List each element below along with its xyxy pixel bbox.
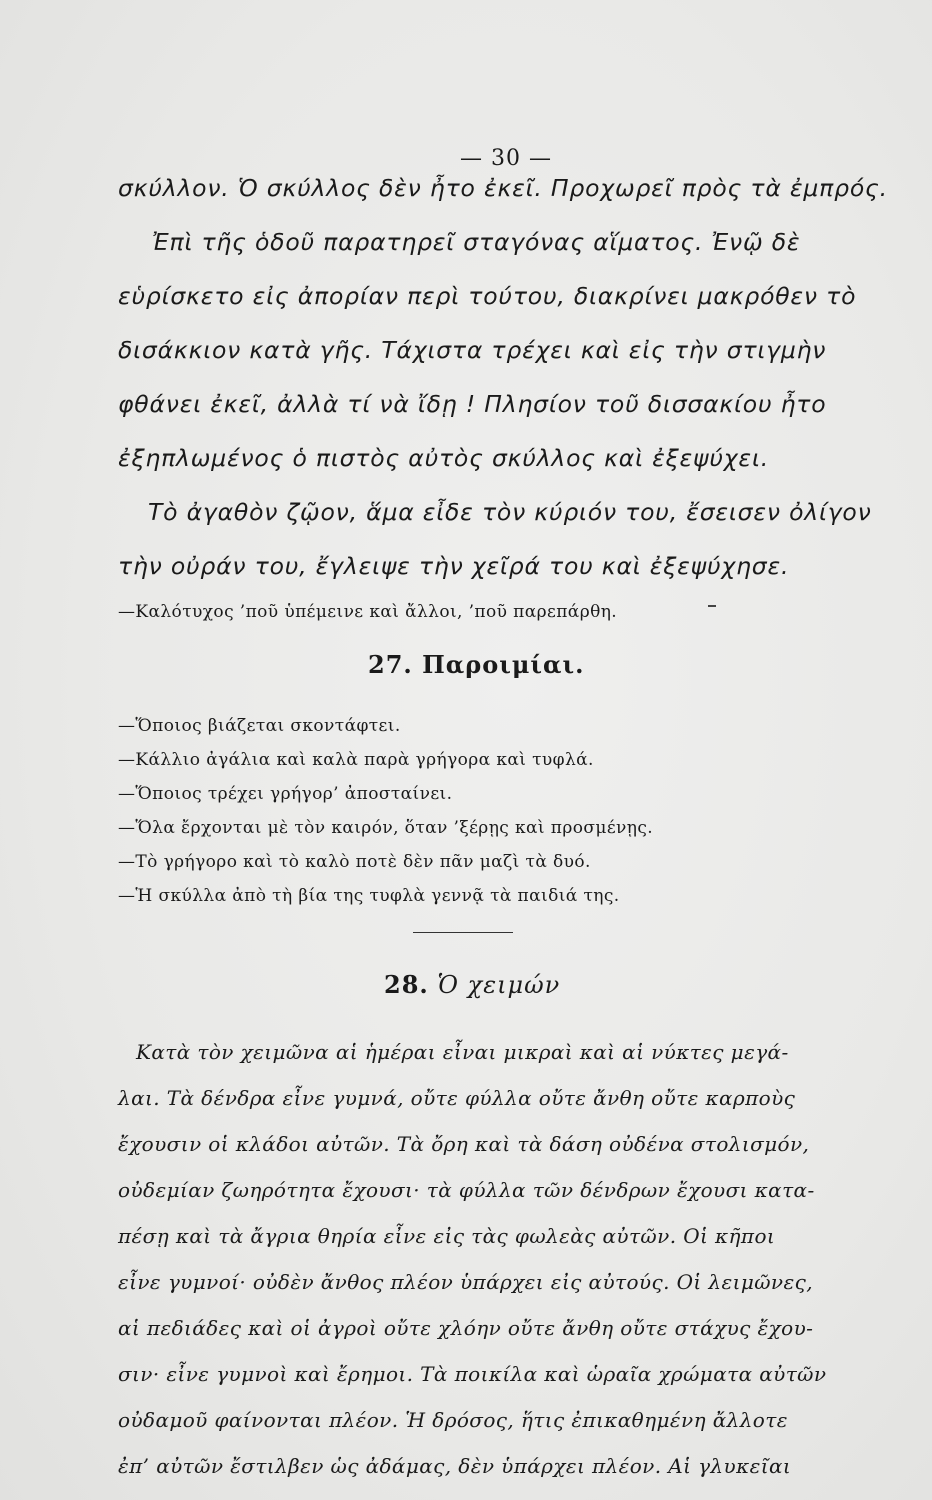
- section-27-heading: [368, 650, 584, 679]
- proverb: —Ἡ σκύλλα ἀπὸ τὴ βία της τυφλὰ γεννᾷ τὰ παιδιά της.: [118, 886, 620, 906]
- proverb: —Κάλλιο ἀγάλια καὶ καλὰ παρὰ γρήγορα καὶ τυφλά.: [118, 750, 594, 770]
- winter-line: ἔχουσιν οἱ κλάδοι αὐτῶν. Τὰ ὄρη καὶ τὰ δάση οὐδένα στολισμόν,: [118, 1132, 810, 1156]
- winter-line: λαι. Τὰ δένδρα εἶνε γυμνά, οὔτε φύλλα οὔτε ἄνθη οὔτε καρποὺς: [118, 1086, 796, 1110]
- winter-line: Κατὰ τὸν χειμῶνα αἱ ἡμέραι εἶναι μικραὶ καὶ αἱ νύκτες μεγά-: [136, 1040, 789, 1064]
- winter-line: πέσῃ καὶ τὰ ἄγρια θηρία εἶνε εἰς τὰς φωλεὰς αὐτῶν. Οἱ κῆποι: [118, 1224, 776, 1248]
- story-line: τὴν οὐράν του, ἔγλειψε τὴν χεῖρά του καὶ ἐξεψύχησε.: [118, 552, 790, 580]
- proverb: —Ὅλα ἔρχονται μὲ τὸν καιρόν, ὅταν ’ξέρῃς καὶ προσμένῃς.: [118, 818, 654, 838]
- proverb: —Ὅποιος τρέχει γρήγορ’ ἀποσταίνει.: [118, 784, 453, 804]
- story-line: ἐξηπλωμένος ὁ πιστὸς αὐτὸς σκύλλος καὶ ἐξεψύχει.: [118, 444, 769, 472]
- section-divider: [413, 932, 513, 933]
- proverb: —Τὸ γρήγορο καὶ τὸ καλὸ ποτὲ δὲν πᾶν μαζὶ τὰ δυό.: [118, 852, 591, 872]
- story-line: Τὸ ἀγαθὸν ζῷον, ἅμα εἶδε τὸν κύριόν του, ἔσεισεν ὀλίγον: [148, 498, 872, 526]
- story-line: δισάκκιον κατὰ γῆς. Τάχιστα τρέχει καὶ εἰς τὴν στιγμὴν: [118, 336, 827, 364]
- winter-line: σιν· εἶνε γυμνοὶ καὶ ἔρημοι. Τὰ ποικίλα καὶ ὡραῖα χρώματα αὐτῶν: [118, 1362, 827, 1386]
- moral-line: —Καλότυχος ’ποῦ ὑπέμεινε καὶ ἄλλοι, ’ποῦ παρεπάρθη.: [118, 602, 618, 622]
- winter-line: ἐπ’ αὐτῶν ἔστιλβεν ὡς ἀδάμας, δὲν ὑπάρχει πλέον. Αἱ γλυκεῖαι: [118, 1454, 792, 1478]
- winter-line: οὐδαμοῦ φαίνονται πλέον. Ἡ δρόσος, ἥτις ἐπικαθημένη ἄλλοτε: [118, 1408, 788, 1432]
- winter-line: αἱ πεδιάδες καὶ οἱ ἀγροὶ οὔτε χλόην οὔτε ἄνθη οὔτε στάχυς ἔχου-: [118, 1316, 814, 1340]
- winter-line: εἶνε γυμνοί· οὐδὲν ἄνθος πλέον ὑπάρχει εἰς αὐτούς. Οἱ λειμῶνες,: [118, 1270, 813, 1294]
- section-28-number: 28.: [384, 970, 429, 999]
- story-line: Ἐπὶ τῆς ὁδοῦ παρατηρεῖ σταγόνας αἵματος. Ἐνῷ δὲ: [152, 228, 801, 256]
- proverb: —Ὅποιος βιάζεται σκοντάφτει.: [118, 716, 401, 736]
- story-line: φθάνει ἐκεῖ, ἀλλὰ τί νὰ ἴδῃ ! Πλησίον τοῦ δισσακίου ἦτο: [118, 390, 827, 418]
- section-28-heading: [384, 970, 560, 999]
- story-line: σκύλλον. Ὁ σκύλλος δὲν ἦτο ἐκεῖ. Προχωρεῖ πρὸς τὰ ἐμπρός.: [118, 174, 888, 202]
- page-number: — 30 —: [460, 146, 552, 171]
- winter-line: οὐδεμίαν ζωηρότητα ἔχουσι· τὰ φύλλα τῶν δένδρων ἔχουσι κατα-: [118, 1178, 815, 1202]
- section-28-title: Ὁ χειμών: [437, 971, 561, 999]
- stray-mark: [708, 605, 716, 607]
- story-line: εὑρίσκετο εἰς ἀπορίαν περὶ τούτου, διακρίνει μακρόθεν τὸ: [118, 282, 857, 310]
- section-27-title: Παροιμίαι.: [422, 650, 585, 679]
- section-27-number: 27.: [368, 650, 413, 679]
